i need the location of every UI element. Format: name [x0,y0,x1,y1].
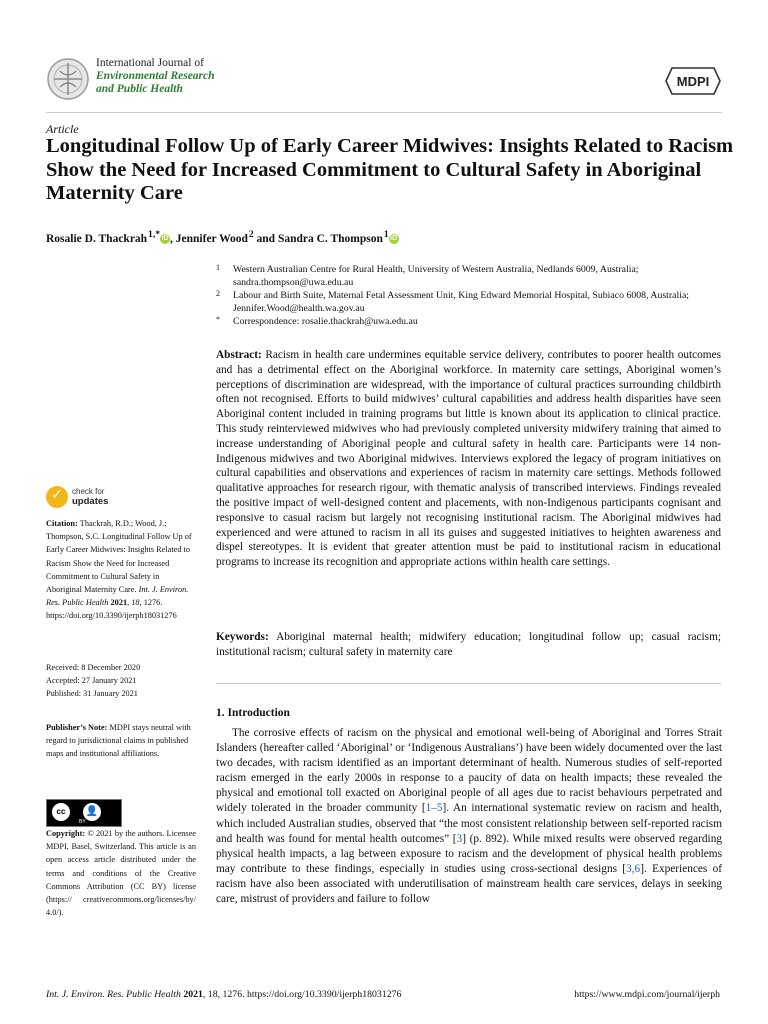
intro-body [216,726,722,907]
affiliation-item [216,263,716,289]
dates-block [46,661,196,701]
abstract-label: Abstract: [216,349,262,361]
orcid-icon[interactable]: iD [390,235,398,243]
cc-icon: cc [52,803,70,821]
paragraph-text: The corrosive effects of racism on the physical and emotional well-being of Aboriginal and Torres Strait Islanders (hereafter called ‘Aboriginal’ or ‘Indigenous Australians’) have been widely documented over the last two decades, with racism identified as an important determinant of health. Numerous studies of self-reported racism emerged in the early 2000s in response to a paucity of data on health impacts; these revealed the physical and emotional toll exacted on Aboriginal people of all ages due to racist behaviours perpetrated and widely tolerated in the broader community [ [216,727,722,815]
footer-journal: Int. J. Environ. Res. Public Health [46,989,181,1000]
publishers-note [46,721,196,761]
author-separator: , [170,232,176,245]
journal-name-line3: and Public Health [96,83,183,95]
affiliation-text: Correspondence: rosalie.thackrah@uwa.edu.au [233,316,418,327]
copyright-text: © 2021 by the authors. Licensee MDPI, Basel, Switzerland. This article is an open access article distributed under the terms and conditions of the Creative Commons Attribution (CC BY) license (https:// creativecommons.org/licenses/by/ 4.0/). [46,829,196,918]
affiliation-mark: 1 [216,263,220,272]
paragraph-text: ]. An international systematic review on racism and health, which included Australian studies, observed that “the most consistent relationship between self-reported racism and health was found for mental health outcomes” [ [216,802,722,845]
publisher-name: MDPI [676,74,710,89]
citation-link[interactable]: 1–5 [425,802,443,815]
check-for-updates-button[interactable] [46,486,136,516]
publishers-note-text: MDPI stays neutral with regard to jurisdictional claims in published maps and institutional affiliations. [46,723,191,759]
citation-doi[interactable]: , 1276. https://doi.org/10.3390/ijerph18031276 [46,598,177,621]
abstract-text: Racism in health care undermines equitable service delivery, contributes to poorer health outcomes and has a detrimental effect on the Aboriginal workforce. In maternity care settings, Aboriginal women’s perceptions of discrimination are widespread, with the importance of cultural practices surrounding childbirth often not recognised. Efforts to build midwives’ cultural capabilities and address health disparities have seen Aboriginal content included in training programs but little is known about its application to clinical practice. This study reinterviewed midwives who had previously completed university midwifery training that aimed to increase understanding of Aboriginal people and cultural safety in health care. Participants were 14 non-Indigenous midwives and two Aboriginal midwives. Interviews explored the legacy of program initiatives on cultural capabilities and observations and experiences of racism in maternity care settings. Methods followed qualitative approaches for research rigour, with thematic analysis of transcribed interviews. Findings revealed the positive impact of well-designed content and placements, with non-Indigenous participants cognisant and responsive to casual racism but largely not recognising institutional racism. The Aboriginal midwives had experienced and were attuned to racism in all its guises and suggested initiatives to heighten awareness and dispel stereotypes. It is evident that greater attention must be paid to institutional racism in educational programs to increase its recognition and appropriate actions within health care settings. [216,349,721,569]
attribution-icon: 👤 [83,803,101,821]
journal-name-line1: International Journal of [96,57,204,69]
footer-journal-url[interactable]: https://www.mdpi.com/journal/ijerph [574,989,720,1000]
citation-year: 2021 [110,598,128,608]
author-list [46,229,399,245]
copyright-block [46,827,196,919]
journal-name-line2: Environmental Research [96,70,215,82]
citation-link[interactable]: 3 [456,832,463,845]
published-date: Published: 31 January 2021 [46,689,138,699]
affiliation-item [216,289,716,315]
paragraph-text: ]. Experiences of racism have also been associated with underutilisation of mainstream health care services, delays in seeking care, mistrust of providers and failure to follow [216,862,722,906]
keywords [216,630,721,660]
author-affil-mark: 2 [248,229,254,240]
affiliation-text: Labour and Birth Suite, Maternal Fetal Assessment Unit, King Edward Memorial Hospital, Subiaco 6008, Australia; Jennifer.Wood@health.wa.gov.au [233,290,690,314]
citation-block: Citation: Thackrah, R.D.; Wood, J.; Thompson, S.C. Longitudinal Follow Up of Early Career Midwives: Insights Related to Racism Show the Need for Increased Commitment to Cultural Safety in Aboriginal Maternity Care. Int. J. Environ. Res. Public Health 2021, 18, 1276. https://doi.org/10.3390/ijerph18031276 [46,519,192,621]
citation-link[interactable]: 3,6 [626,862,641,875]
publishers-note-label: Publisher’s Note: [46,723,108,732]
cc-by-license-badge[interactable] [46,799,122,827]
footer-year: 2021 [183,989,203,1000]
citation-label: Citation: [46,519,78,528]
check-updates-line2: updates [72,496,109,507]
check-updates-icon: ✓ [46,486,68,508]
affiliation-item [216,315,716,328]
affiliation-text: Western Australian Centre for Rural Health, University of Western Australia, Nedlands 6009, Australia; sandra.thompson@uwa.edu.au [233,264,639,288]
author-affil-mark: 1,* [148,229,161,240]
citation-volume: 18 [131,598,140,608]
affiliations [216,263,716,328]
by-label: BY [79,819,86,825]
author-name[interactable]: Jennifer Wood [175,232,248,245]
affiliation-mark: 2 [216,289,220,298]
mdpi-logo [664,66,722,96]
accepted-date: Accepted: 27 January 2021 [46,676,137,686]
article-type: Article [46,122,79,136]
journal-name [96,57,215,96]
copyright-label: Copyright: [46,829,86,838]
abstract [216,348,721,570]
abstract-divider [216,683,721,684]
keywords-label: Keywords: [216,631,269,643]
citation-journal: Int. J. Environ. Res. Public Health [46,585,189,608]
paragraph [216,726,722,907]
section-heading: 1. Introduction [216,707,290,719]
journal-logo [46,57,90,101]
author-affil-mark: 1 [383,229,389,240]
author-name[interactable]: Rosalie D. Thackrah [46,232,148,245]
orcid-icon[interactable]: iD [161,235,169,243]
article-title: Longitudinal Follow Up of Early Career Midwives: Insights Related to Racism Show the Need for Increased Commitment to Cultural Safety in Aboriginal Maternity Care [46,135,734,204]
paragraph-text: ] (p. 892). While mixed results were observed regarding physical health impacts, a lag between exposure to racism and the development of physical health problems may contribute to these findings, especially in studies using cross-sectional designs [ [216,832,722,875]
check-updates-line1: check for [72,487,105,496]
affiliation-mark: * [216,315,220,324]
author-name[interactable]: Sandra C. Thompson [277,232,383,245]
footer-doi[interactable]: , 18, 1276. https://doi.org/10.3390/ijerph18031276 [202,989,402,1000]
received-date: Received: 8 December 2020 [46,663,141,672]
citation-text: Thackrah, R.D.; Wood, J.; Thompson, S.C. Longitudinal Follow Up of Early Career Midwives: Insights Related to Racism Show the Need for Increased Commitment to Cultural Safety in Aboriginal Maternity Care. [46,519,192,595]
footer-citation [46,989,401,1000]
keywords-text: Aboriginal maternal health; midwifery education; longitudinal follow up; casual racism; institutional racism; cultural safety in maternity care [216,631,722,658]
author-separator: and [253,232,278,245]
header-divider [46,112,722,113]
